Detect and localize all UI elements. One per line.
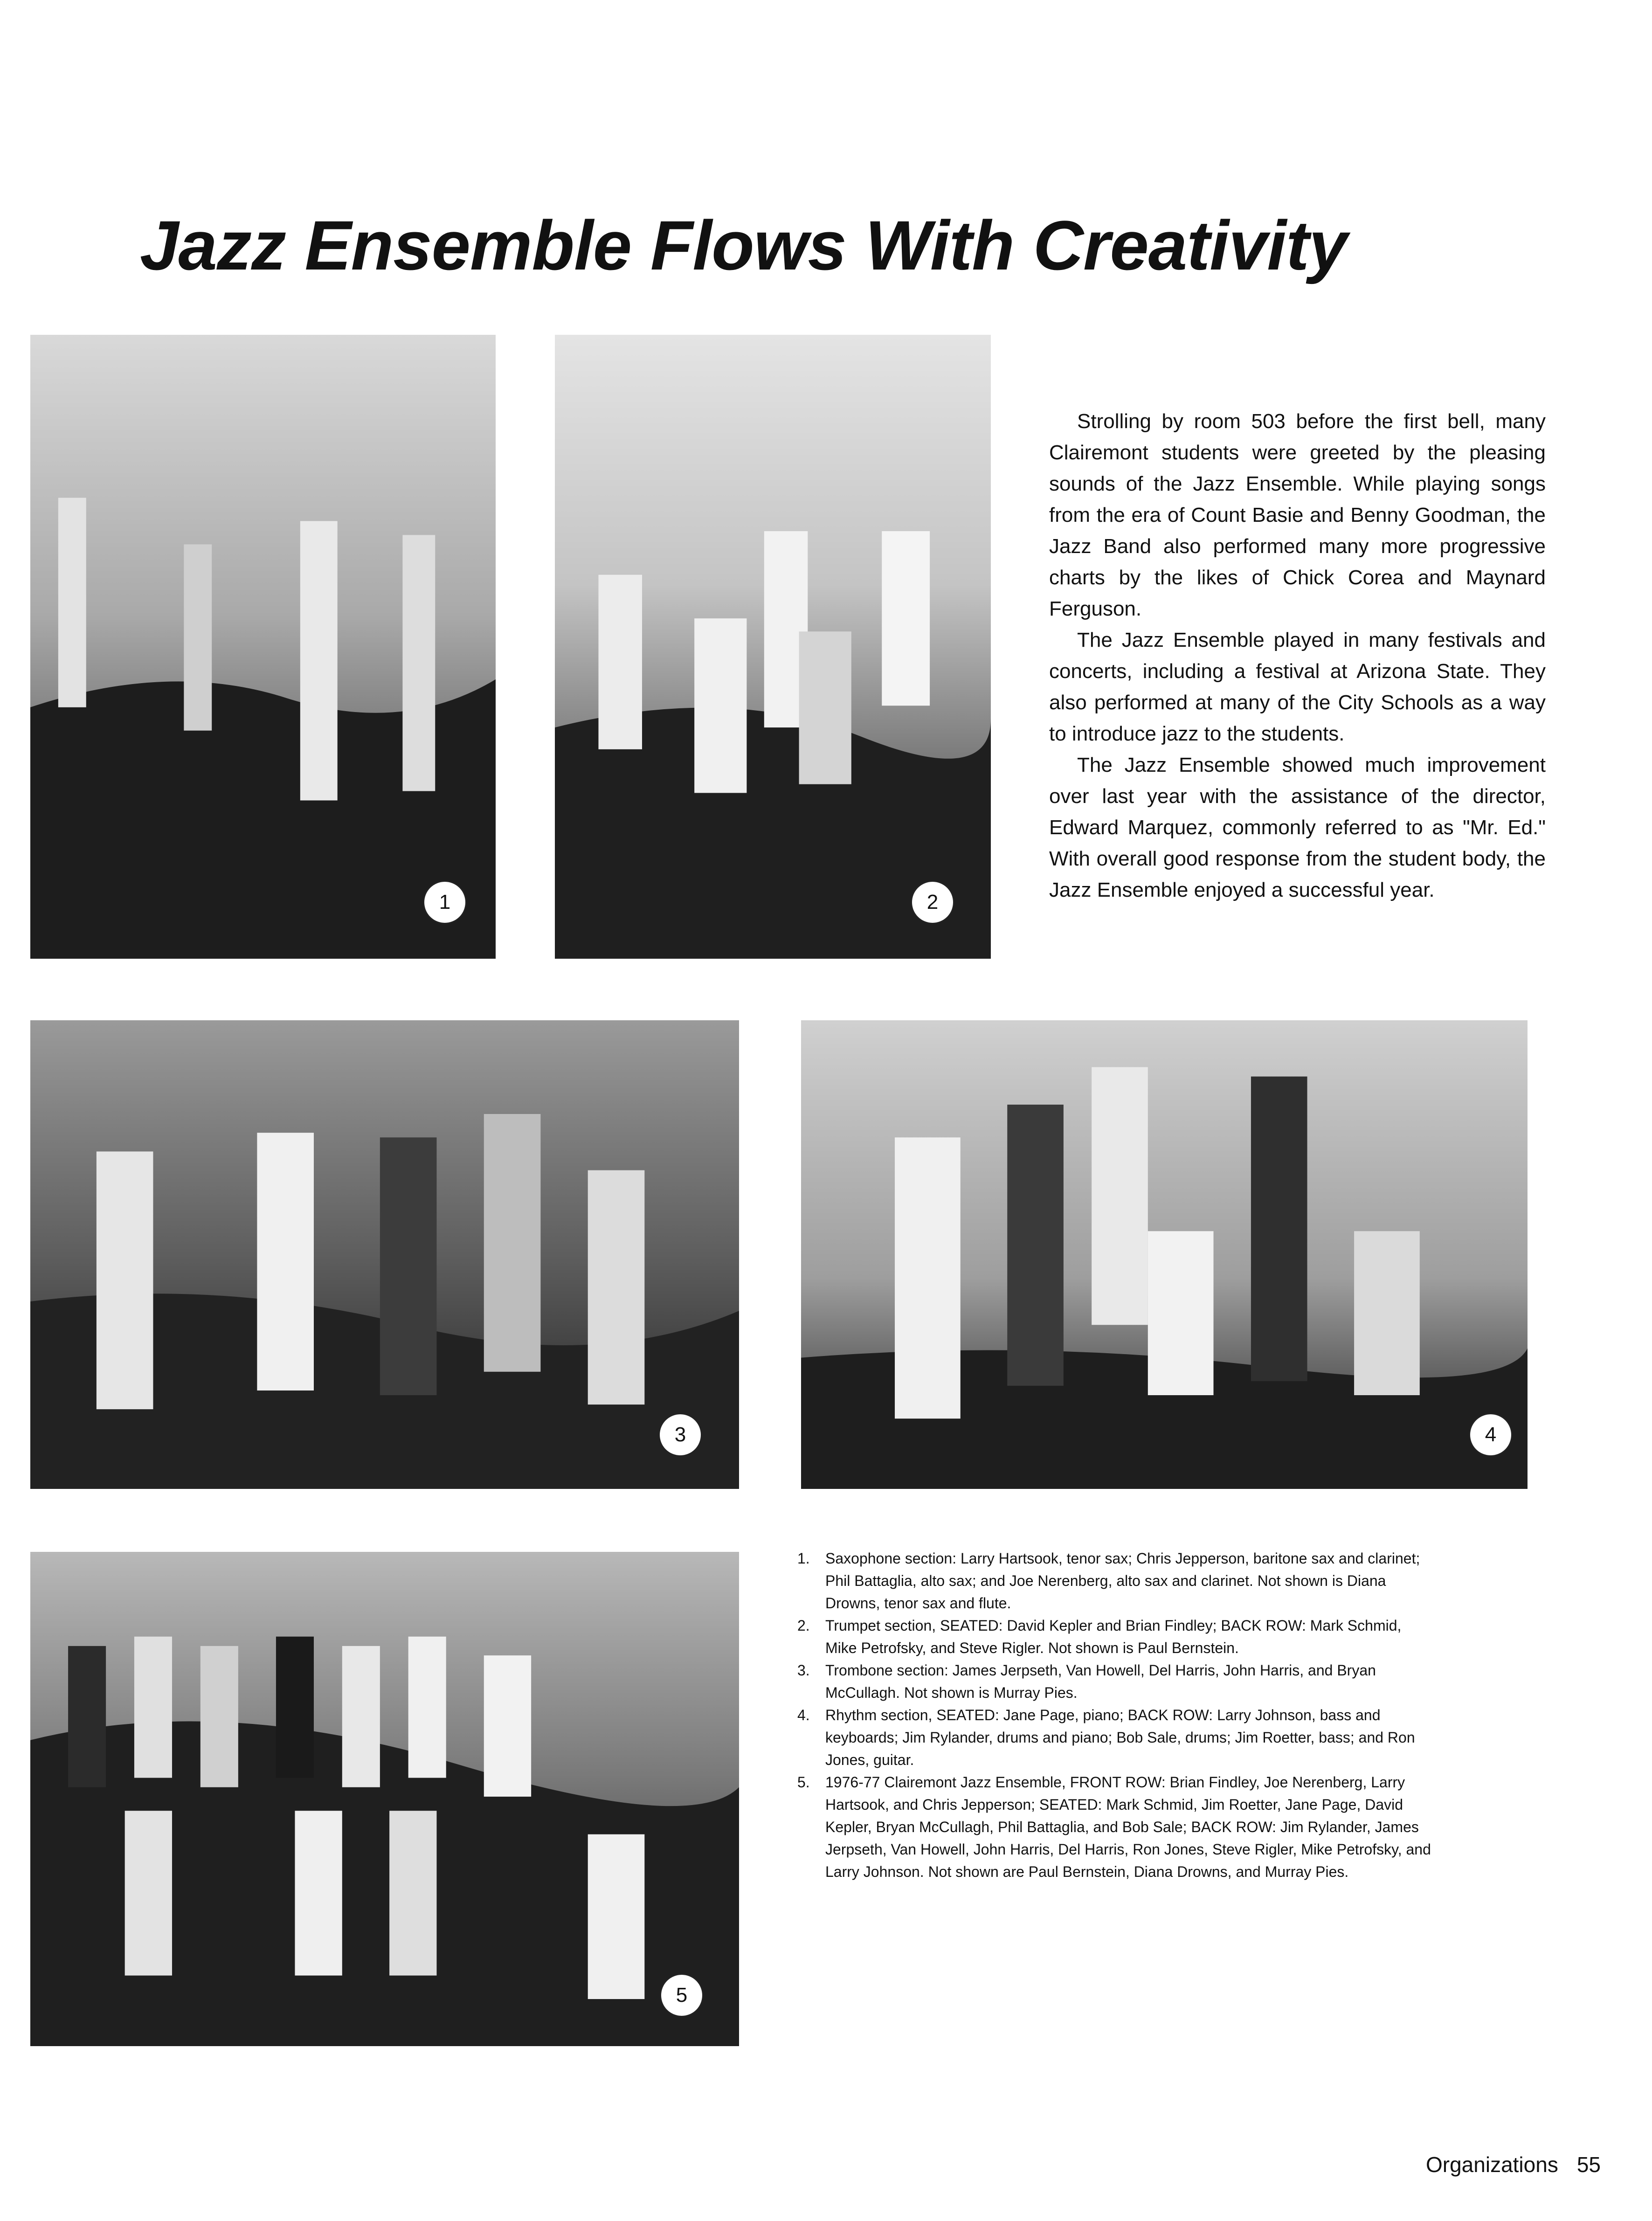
footer-section-name: Organizations [1426,2152,1558,2177]
photo-saxophone-section [30,335,496,959]
caption-number: 4. [797,1707,810,1723]
photo-number-badge: 4 [1469,1413,1513,1457]
page-number: 55 [1576,2152,1601,2177]
article-body [1049,406,1546,906]
photo-trumpet-section [555,335,991,959]
page-title: Jazz Ensemble Flows With Creativity [140,206,1348,284]
caption-item [797,1704,1436,1771]
photo-captions [797,1547,1436,1883]
caption-number: 1. [797,1550,810,1567]
photo-full-ensemble [30,1552,739,2046]
caption-text: Rhythm section, SEATED: Jane Page, piano; BACK ROW: Larry Johnson, bass and keyboards; Jim Rylander, drums and piano; Bob Sale, drums; Jim Roetter, bass; and Ron Jones, guitar. [825,1707,1415,1768]
caption-text: 1976-77 Clairemont Jazz Ensemble, FRONT ROW: Brian Findley, Joe Nerenberg, Larry Hartsook, and Chris Jepperson; SEATED: Mark Schmid, Jim Roetter, Jane Page, David Kepler, Bryan McCullagh, Phil Battaglia, and Bob Sale; BACK ROW: Jim Rylander, James Jerpseth, Van Howell, John Harris, Del Harris, Ron Jones, Steve Rigler, Mike Petrofsky, and Larry Johnson. Not shown are Paul Bernstein, Diana Drowns, and Murray Pies. [825,1774,1431,1880]
article-paragraph: Strolling by room 503 before the first bell, many Clairemont students were greeted by the pleasing sounds of the Jazz Ensemble. While playing songs from the era of Count Basie and Benny Goodman, the Jazz Band also performed many more progressive charts by the likes of Chick Corea and Maynard Ferguson. [1049,410,1546,620]
caption-item [797,1659,1436,1704]
photo-number-badge: 1 [423,880,467,924]
caption-item [797,1614,1436,1659]
caption-number: 5. [797,1774,810,1791]
article-paragraph: The Jazz Ensemble played in many festivals and concerts, including a festival at Arizona State. They also performed at many of the City Schools as a way to introduce jazz to the students. [1049,629,1546,745]
photo-number-badge: 3 [658,1413,702,1457]
caption-text: Trumpet section, SEATED: David Kepler and Brian Findley; BACK ROW: Mark Schmid, Mike Petrofsky, and Steve Rigler. Not shown is Paul Bernstein. [825,1617,1402,1656]
photo-rhythm-section [801,1020,1528,1489]
page-footer [1426,2152,1601,2177]
photo-number-badge: 2 [911,880,954,924]
caption-text: Saxophone section: Larry Hartsook, tenor sax; Chris Jepperson, baritone sax and clarinet; Phil Battaglia, alto sax; and Joe Nerenberg, alto sax and clarinet. Not shown is Diana Drowns, tenor sax and flute. [825,1550,1420,1612]
caption-number: 3. [797,1662,810,1679]
photo-number-badge: 5 [660,1973,704,2017]
caption-number: 2. [797,1617,810,1634]
caption-text: Trombone section: James Jerpseth, Van Howell, Del Harris, John Harris, and Bryan McCullagh. Not shown is Murray Pies. [825,1662,1376,1701]
caption-item [797,1771,1436,1883]
caption-item [797,1547,1436,1614]
article-paragraph: The Jazz Ensemble showed much improvement over last year with the assistance of the director, Edward Marquez, commonly referred to as "Mr. Ed." With overall good response from the student body, the Jazz Ensemble enjoyed a successful year. [1049,754,1546,901]
photo-trombone-section [30,1020,739,1489]
